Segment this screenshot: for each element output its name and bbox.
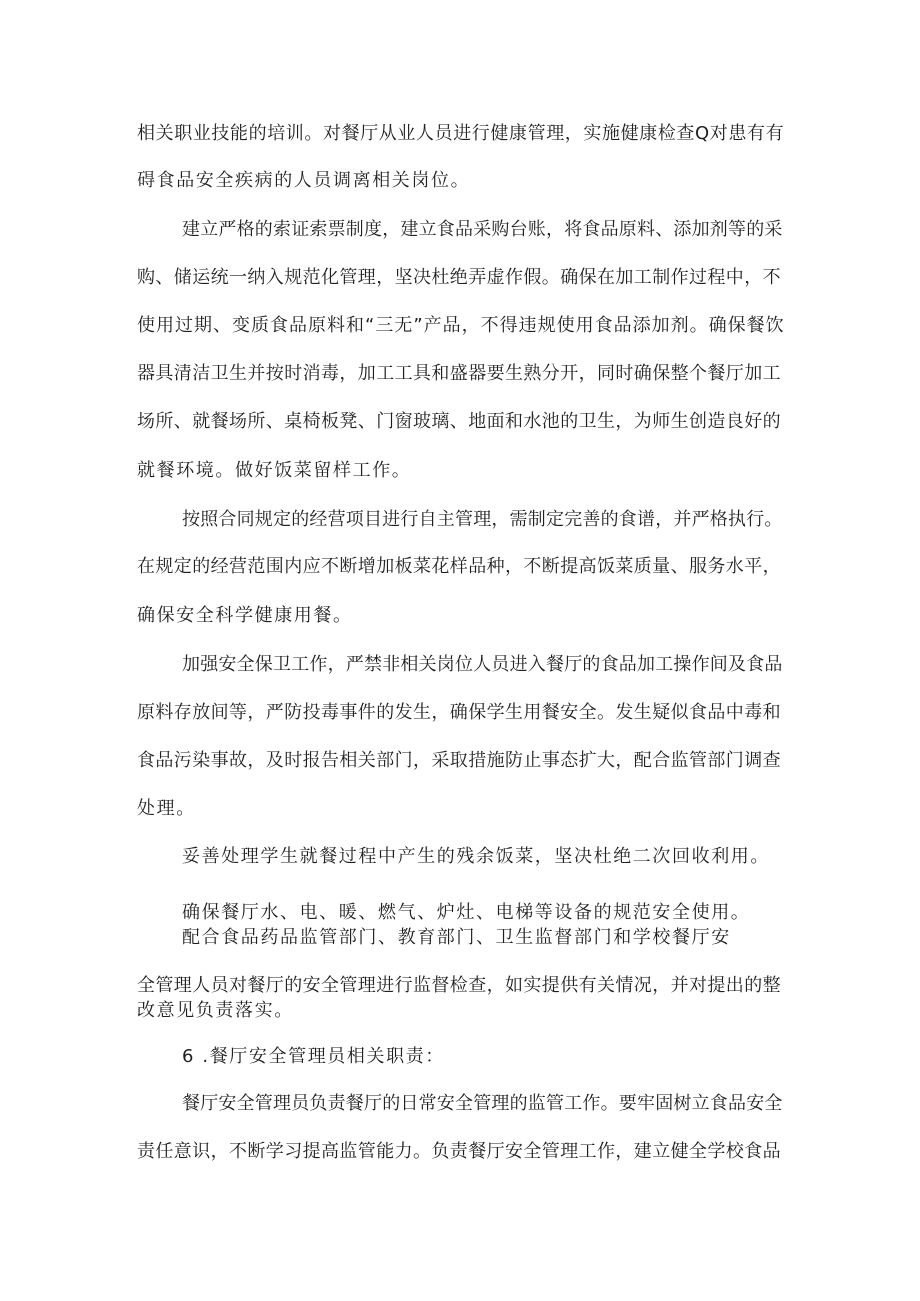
text-line: 全管理人员对餐厅的安全管理进行监督检查，如实提供有关情况，并对提出的整 — [137, 975, 781, 996]
text-line: 场所、就餐场所、桌椅板凳、门窗玻璃、地面和水池的卫生，为师生创造良好的 — [137, 411, 781, 432]
text-line: 6 .餐厅安全管理员相关职责： — [182, 1046, 445, 1067]
text-line: 处理。 — [137, 798, 196, 819]
text-line: 确保餐厅水、电、暖、燃气、炉灶、电梯等设备的规范安全使用。 — [182, 902, 751, 923]
text-line: 确保安全科学健康用餐。 — [137, 605, 353, 626]
text-line: 在规定的经营范围内应不断增加板菜花样品种，不断提高饭菜质量、服务水平， — [137, 556, 781, 577]
text-line: 购、储运统一纳入规范化管理，坚决杜绝弄虚作假。确保在加工制作过程中，不 — [137, 267, 781, 288]
text-line: 改意见负责落实。 — [137, 1000, 294, 1021]
text-line: 使用过期、变质食品原料和“三无”产品，不得违规使用食品添加剂。确保餐饮 — [137, 315, 785, 336]
text-line: 加强安全保卫工作，严禁非相关岗位人员进入餐厅的食品加工操作间及食品 — [182, 654, 783, 675]
text-line: 责任意识，不断学习提高监管能力。负责餐厅安全管理工作，建立健全学校食品 — [137, 1141, 781, 1162]
text-line: 碍食品安全疾病的人员调离相关岗位。 — [137, 170, 471, 191]
text-line: 相关职业技能的培训。对餐厅从业人员进行健康管理，实施健康检查Q对患有有 — [137, 123, 785, 144]
text-line: 餐厅安全管理员负责餐厅的日常安全管理的监管工作。要牢固树立食品安全 — [182, 1093, 783, 1114]
text-line: 器具清洁卫生并按时消毒，加工工具和盛器要生熟分开，同时确保整个餐厅加工 — [137, 363, 781, 384]
text-line: 妥善处理学生就餐过程中产生的残余饭菜，坚决杜绝二次回收利用。 — [182, 846, 770, 867]
text-line: 建立严格的索证索票制度，建立食品采购台账，将食品原料、添加剂等的采 — [182, 219, 783, 240]
text-line: 按照合同规定的经营项目进行自主管理，需制定完善的食谱，并严格执行。 — [182, 509, 783, 530]
text-line: 配合食品药品监管部门、教育部门、卫生监督部门和学校餐厅安 — [182, 927, 731, 948]
text-line: 原料存放间等，严防投毒事件的发生，确保学生用餐安全。发生疑似食品中毒和 — [137, 702, 781, 723]
text-line: 就餐环境。做好饭菜留样工作。 — [137, 460, 412, 481]
text-line: 食品污染事故，及时报告相关部门，采取措施防止事态扩大，配合监管部门调查 — [137, 750, 781, 771]
